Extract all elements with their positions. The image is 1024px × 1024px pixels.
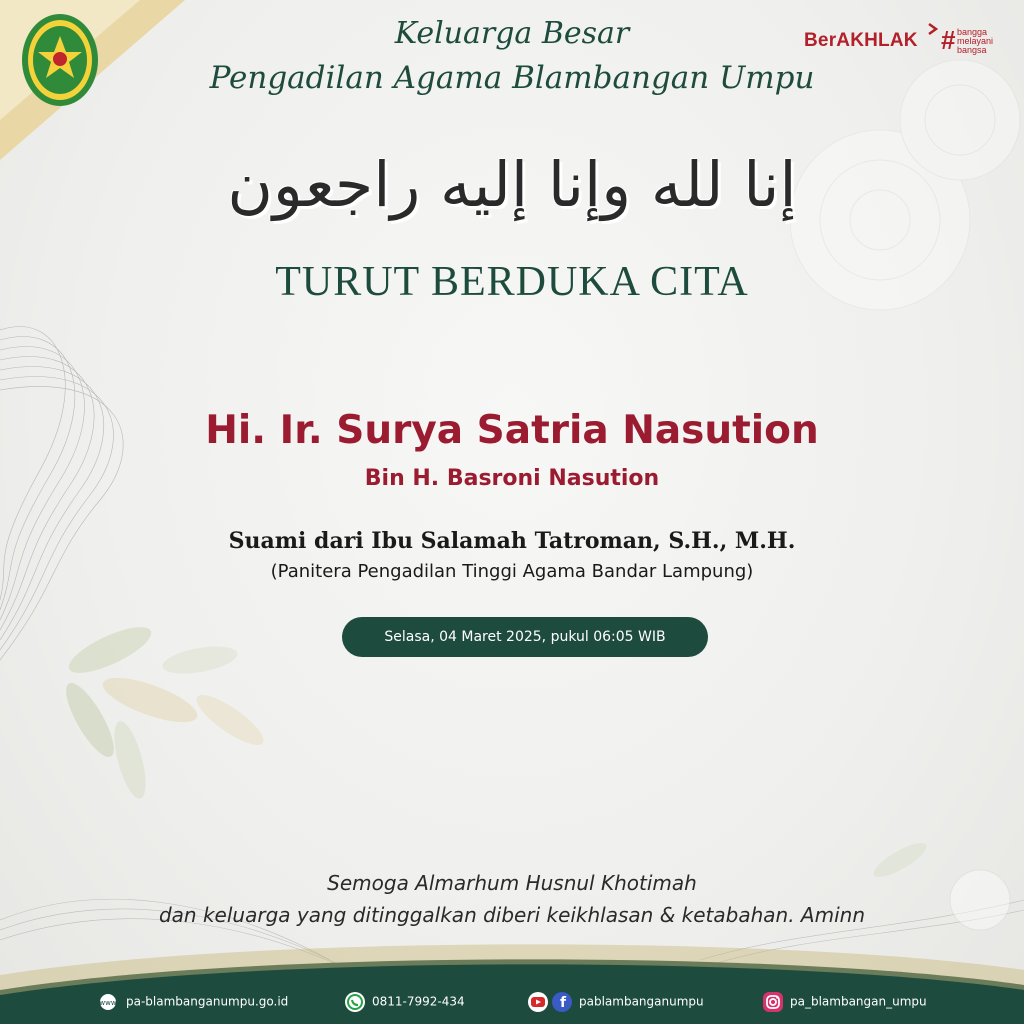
brand-main-text: BerAKHLAK	[804, 30, 918, 51]
footer-website[interactable]	[96, 990, 288, 1012]
footer-youtube-facebook[interactable]	[527, 990, 704, 1012]
www-icon	[96, 993, 120, 1011]
relation-position: (Panitera Pengadilan Tinggi Agama Bandar Lampung)	[270, 561, 754, 582]
whatsapp-icon	[344, 991, 366, 1013]
instagram-icon	[762, 991, 784, 1013]
prayer-line-2: dan keluarga yang ditinggalkan diberi keikhlasan & ketabahan. Aminn	[158, 903, 865, 927]
website-text: pa-blambanganumpu.go.id	[126, 994, 289, 1009]
relation-line: Suami dari Ibu Salamah Tatroman, S.H., M.H.	[228, 528, 796, 554]
deceased-name: Hi. Ir. Surya Satria Nasution	[205, 408, 819, 453]
datetime-badge: Selasa, 04 Maret 2025, pukul 06:05 WIB	[342, 617, 708, 657]
brand-tag-1: bangga	[957, 27, 988, 37]
facebook-icon	[551, 991, 573, 1013]
footer-whatsapp[interactable]	[344, 990, 465, 1012]
youtube-icon	[527, 991, 549, 1013]
prayer-line-1: Semoga Almarhum Husnul Khotimah	[327, 871, 697, 895]
whatsapp-text: 0811-7992-434	[372, 994, 465, 1009]
youtube-facebook-text: pablambanganumpu	[579, 994, 704, 1009]
brand-hash: #	[941, 25, 956, 55]
brand-tag-2: melayani	[957, 36, 994, 46]
header-line-1: Keluarga Besar	[394, 16, 630, 51]
footer-instagram[interactable]	[762, 990, 927, 1012]
page-title: TURUT BERDUKA CITA	[275, 259, 749, 305]
deceased-lineage: Bin H. Basroni Nasution	[364, 466, 660, 491]
arabic-calligraphy: إنا لله وإنا إليه راجعون	[227, 148, 797, 221]
header-line-2: Pengadilan Agama Blambangan Umpu	[209, 60, 815, 96]
instagram-text: pa_blambangan_umpu	[790, 994, 927, 1009]
svg-text:f: f	[559, 994, 567, 1011]
brand-tag-3: bangsa	[957, 45, 987, 55]
svg-text:www: www	[99, 998, 117, 1007]
